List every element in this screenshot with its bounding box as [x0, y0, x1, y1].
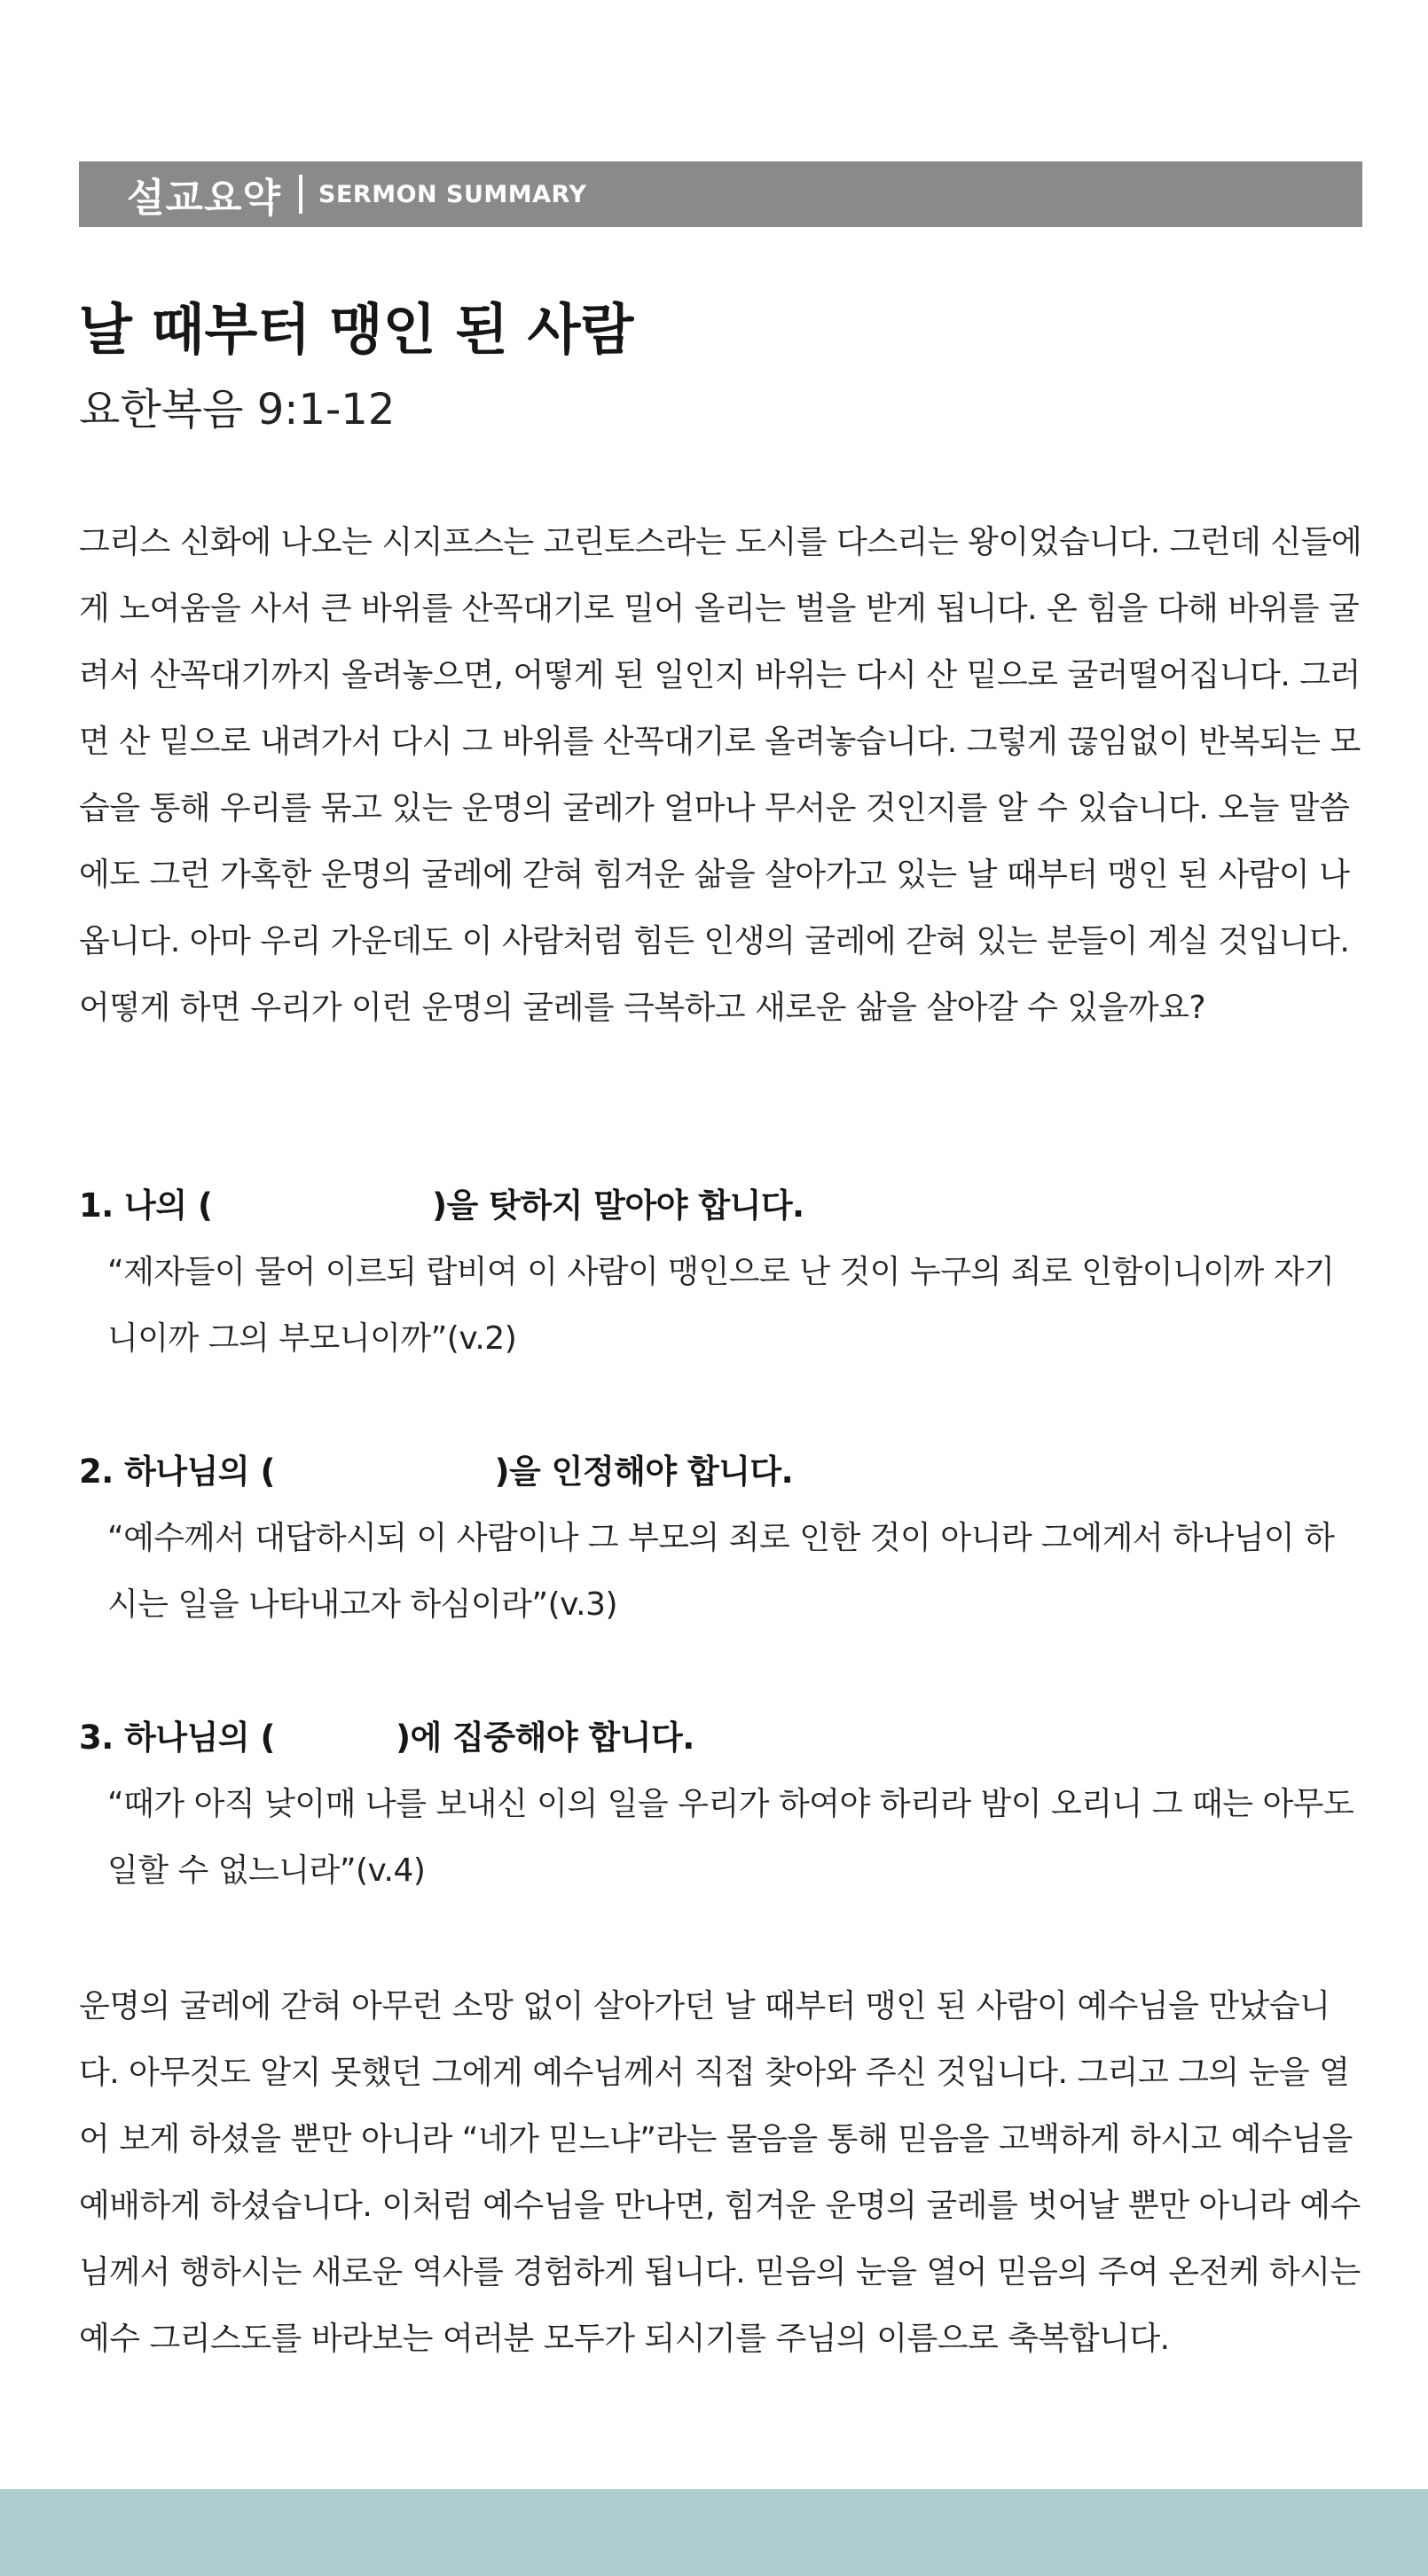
sermon-title: 날 때부터 맹인 된 사람	[79, 297, 634, 362]
point-scripture-quote: “제자들이 물어 이르되 랍비여 이 사람이 맹인으로 난 것이 누구의 죄로 인함이니이까 자기니이까 그의 부모니이까”(v.2)	[107, 1254, 1335, 1357]
point-scripture-quote: “예수께서 대답하시되 이 사람이나 그 부모의 죄로 인한 것이 아니라 그에게서 하나님이 하시는 일을 나타내고자 하심이라”(v.3)	[107, 1520, 1335, 1623]
sermon-point-3	[79, 1704, 1362, 1904]
intro-paragraph: 그리스 신화에 나오는 시지프스는 고린토스라는 도시를 다스리는 왕이었습니다. 그런데 신들에게 노여움을 사서 큰 바위를 산꼭대기로 밀어 올리는 벌을 받게 됩니다. 온 힘을 다해 바위를 굴려서 산꼭대기까지 올려놓으면, 어떻게 된 일인지 바위는 다시 산 밑으로 굴러떨어집니다. 그러면 산 밑으로 내려가서 다시 그 바위를 산꼭대기로 올려놓습니다. 그렇게 끊임없이 반복되는 모습을 통해 우리를 묶고 있는 운명의 굴레가 얼마나 무서운 것인지를 알 수 있습니다. 오늘 말씀에도 그런 가혹한 운명의 굴레에 갇혀 힘겨운 삶을 살아가고 있는 날 때부터 맹인 된 사람이 나옵니다. 아마 우리 가운데도 이 사람처럼 힘든 인생의 굴레에 갇혀 있는 분들이 계실 것입니다. 어떻게 하면 우리가 이런 운명의 굴레를 극복하고 새로운 삶을 살아갈 수 있을까요?	[79, 524, 1362, 1026]
closing-paragraph: 운명의 굴레에 갇혀 아무런 소망 없이 살아가던 날 때부터 맹인 된 사람이 예수님을 만났습니다. 아무것도 알지 못했던 그에게 예수님께서 직접 찾아와 주신 것입니다. 그리고 그의 눈을 열어 보게 하셨을 뿐만 아니라 “네가 믿느냐”라는 물음을 통해 믿음을 고백하게 하시고 예수님을 예배하게 하셨습니다. 이처럼 예수님을 만나면, 힘겨운 운명의 굴레를 벗어날 뿐만 아니라 예수님께서 행하시는 새로운 역사를 경험하게 됩니다. 믿음의 눈을 열어 믿음의 주여 온전케 하시는 예수 그리스도를 바라보는 여러분 모두가 되시기를 주님의 이름으로 축복합니다.	[79, 1988, 1361, 2357]
sermon-point-2	[79, 1438, 1362, 1638]
point-heading: 2. 하나님의 ( )을 인정해야 합니다.	[79, 1452, 794, 1491]
point-heading: 3. 하나님의 ( )에 집중해야 합니다.	[79, 1719, 694, 1757]
sermon-point-1	[79, 1172, 1362, 1372]
header-title-english: SERMON SUMMARY	[318, 180, 587, 208]
header-title-korean: 설교요약	[127, 176, 282, 221]
point-heading: 1. 나의 ( )을 탓하지 말아야 합니다.	[79, 1186, 804, 1225]
scripture-reference: 요한복음 9:1-12	[79, 385, 396, 435]
header-divider	[299, 175, 302, 214]
point-scripture-quote: “때가 아직 낮이매 나를 보내신 이의 일을 우리가 하여야 하리라 밤이 오리니 그 때는 아무도 일할 수 없느니라”(v.4)	[107, 1786, 1354, 1889]
section-header-bar	[79, 161, 1362, 227]
footer-band	[0, 2489, 1428, 2576]
